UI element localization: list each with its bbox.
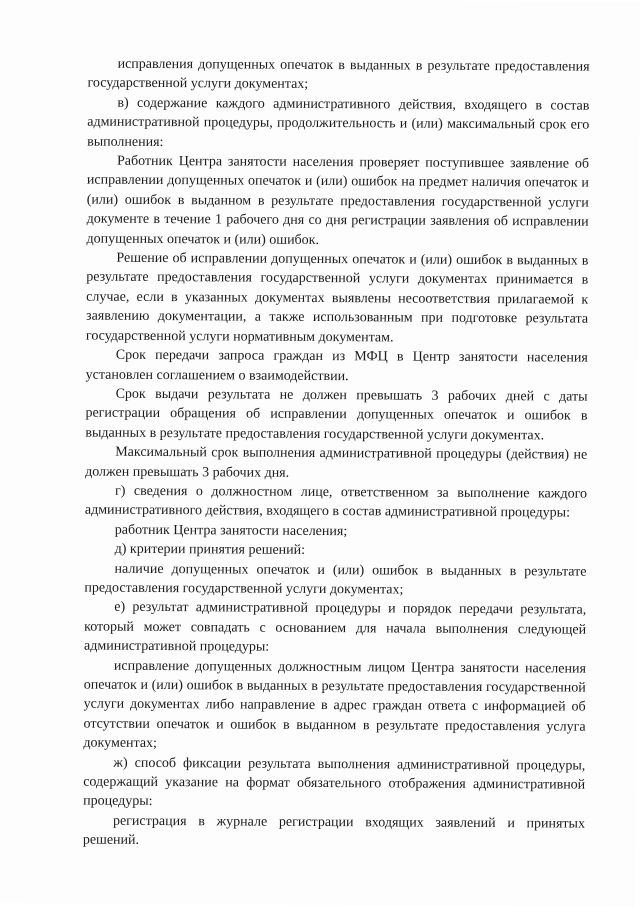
paragraph: Срок передачи запроса граждан из МФЦ в Центр занятости населения установлен соглашением о взаимодействии. [85,347,588,384]
paragraph: Работник Центра занятости населения проверяет поступившее заявление об исправлении допущенных опечаток и (или) ошибок на предмет наличия опечаток и (или) ошибок в выданном в результате предоставления государственной услуги документе в течение 1 рабочего дня со дня регистрации заявления об исправлении допущенных опечаток и (или) ошибок. [86,153,590,248]
paragraph: Максимальный срок выполнения административной процедуры (действия) не должен превышать 3 рабочих дня. [85,444,588,481]
paragraph: исправление допущенных должностным лицом Центра занятости населения опечаток и (или) ошибок в выданных в результате предоставления государственной услуги документах либо направление в адрес граждан ответа с информацией об отсутствии опечаток и ошибок в выданном в результате предоставления услуга документах; [83,658,586,752]
paragraph: д) критерии принятия решений: [114,541,306,559]
paragraph: г) сведения о должностном лице, ответственном за выполнение каждого административного действия, входящего в состав административной процедуры: [84,483,588,521]
paragraph: в) содержание каждого административного действия, входящего в состав административной процедуры, продолжительность и (или) максимальный срок его выполнения: [87,95,590,150]
paragraph: наличие допущенных опечаток и (или) ошибок в выданных в результате предоставления государственной услуги документах; [84,561,587,598]
paragraph: Срок выдачи результата не должен превышать 3 рабочих дней с даты регистрации обращения об исправлении допущенных опечаток и ошибок в выданных в результате предоставления государственной услуги документах. [85,386,588,444]
paragraph: е) результат административной процедуры и порядок передачи результата, который может совпадать с основанием для начала выполнения следующей административной процедуры: [84,600,587,655]
paragraph: исправления допущенных опечаток в выданных в результате предоставления государственной услуги документах; [87,56,590,93]
paragraph: работник Центра занятости населения; [114,522,348,539]
paragraph: Решение об исправлении допущенных опечаток и (или) ошибок в выданных в результате предоставления государственной услуги документах принимается в случае, если в указанных документах выявлены несоответствия прилагаемой к заявлению документации, а также использованным при подготовке результата государственной услуги нормативным документам. [85,250,589,346]
paragraph: регистрация в журнале регистрации входящих заявлений и принятых решений. [82,813,586,849]
paragraph: ж) способ фиксации результата выполнения административной процедуры, содержащий указание на формат обязательного отображения административной процедуры: [83,755,586,810]
